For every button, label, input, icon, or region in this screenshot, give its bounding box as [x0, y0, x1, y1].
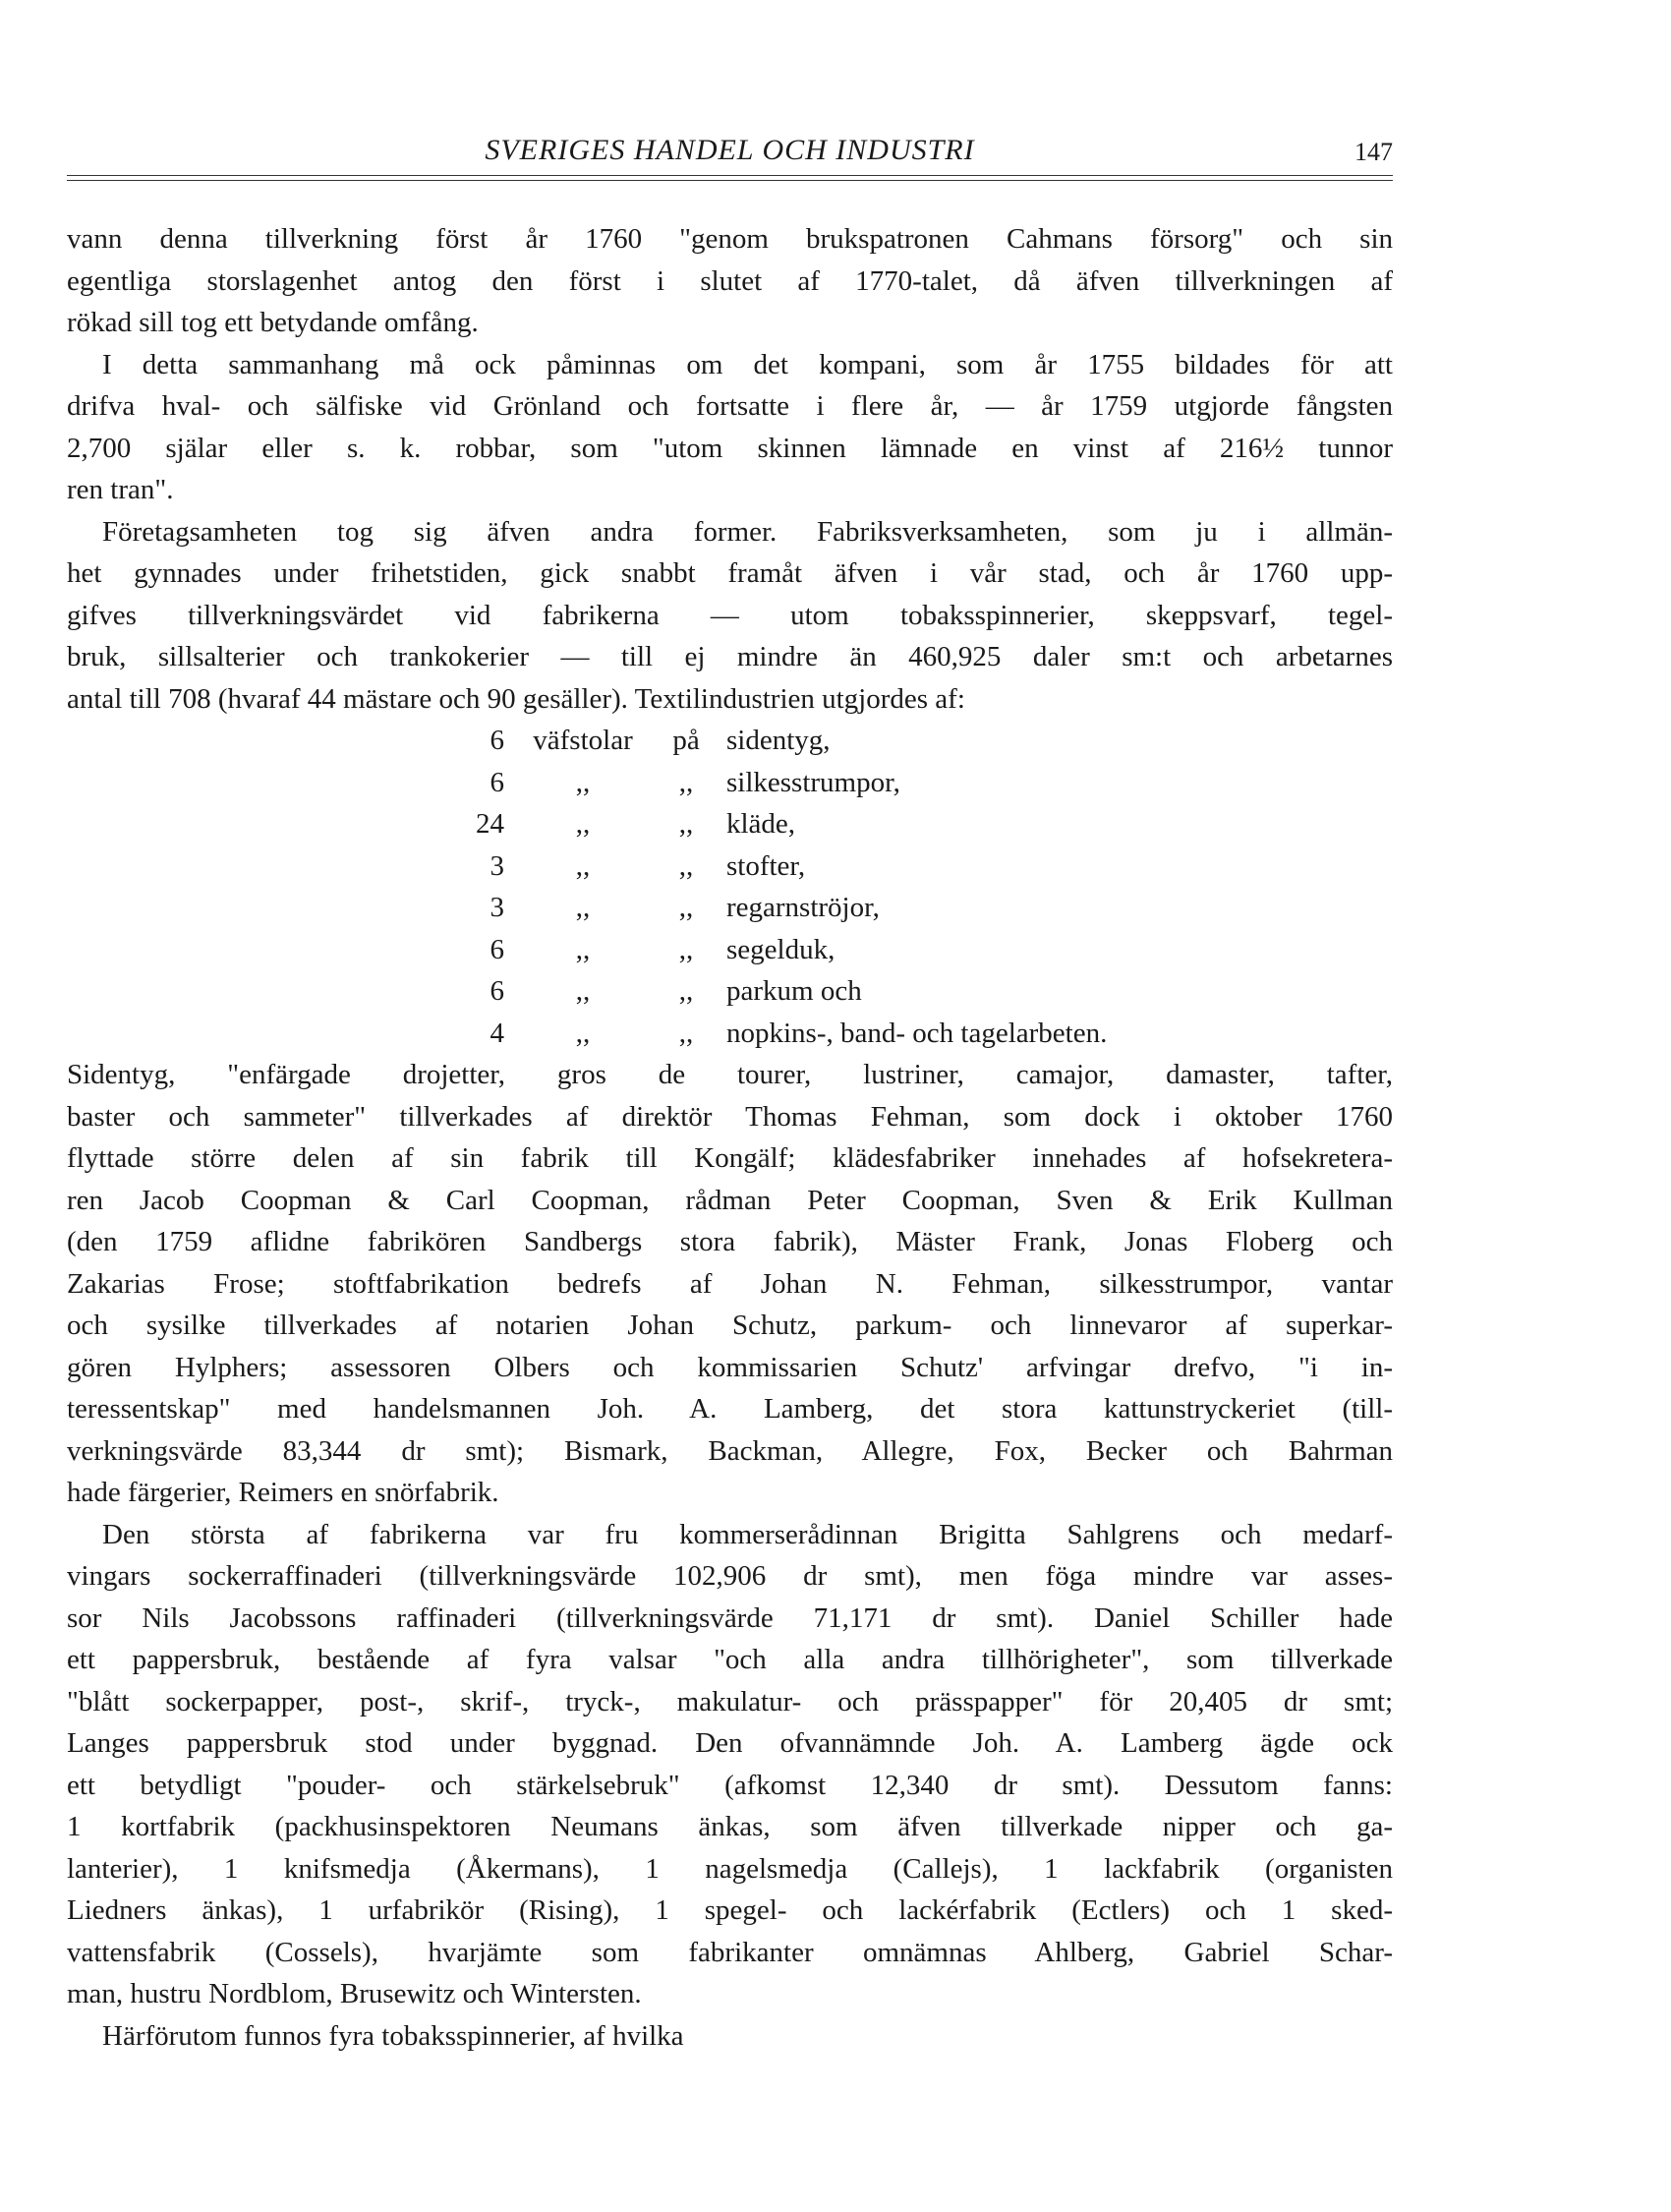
- text-line: bruk, sillsalterier och trankokerier — till ej mindre än 460,925 daler sm:t och arbetarnes: [67, 641, 1393, 672]
- text-line: "blått sockerpapper, post-, skrif-, tryck-, makulatur- och prässpapper" för 20,405 dr smt;: [67, 1685, 1393, 1717]
- loom-count: 6: [490, 766, 504, 798]
- loom-col2: ,,: [678, 766, 694, 798]
- text-line: verkningsvärde 83,344 dr smt); Bismark, Backman, Allegre, Fox, Becker och Bahrman: [67, 1434, 1393, 1467]
- loom-count: 3: [490, 849, 504, 882]
- loom-row: [67, 720, 1393, 762]
- text-line: hade färgerier, Reimers en snörfabrik.: [67, 1477, 499, 1508]
- loom-row: [67, 970, 1393, 1013]
- loom-col2: ,,: [678, 849, 694, 882]
- text-line: ett pappersbruk, bestående af fyra valsar "och alla andra tillhörigheter", som tillverkade: [67, 1644, 1393, 1675]
- text-line: (den 1759 aflidne fabrikören Sandbergs stora fabrik), Mäster Frank, Jonas Floberg och: [67, 1226, 1393, 1257]
- text-line: ren Jacob Coopman & Carl Coopman, rådman Peter Coopman, Sven & Erik Kullman: [67, 1184, 1393, 1216]
- text-line: het gynnades under frihetstiden, gick snabbt framåt äfven i vår stad, och år 1760 upp-: [67, 557, 1393, 589]
- loom-item: nopkins-, band- och tagelarbeten.: [726, 1017, 1108, 1049]
- loom-item: silkesstrumpor,: [726, 766, 900, 798]
- loom-col1: ,,: [575, 892, 591, 923]
- loom-col2: ,,: [678, 892, 694, 923]
- header-rule: [67, 180, 1393, 181]
- loom-col1: väfstolar: [533, 725, 633, 756]
- loom-row: [67, 887, 1393, 929]
- text-line: Företagsamheten tog sig äfven andra former. Fabriksverksamheten, som ju i allmän-: [102, 515, 1393, 548]
- loom-row: [67, 845, 1393, 888]
- loom-col2: ,,: [678, 808, 694, 840]
- text-line: Zakarias Frose; stoftfabrikation bedrefs af Johan N. Fehman, silkesstrumpor, vantar: [67, 1267, 1393, 1300]
- loom-col2: ,,: [678, 975, 694, 1007]
- text-line: baster och sammeter" tillverkades af direktör Thomas Fehman, som dock i oktober 1760: [67, 1100, 1393, 1133]
- text-line: Den största af fabrikerna var fru kommerserådinnan Brigitta Sahlgrens och medarf-: [102, 1518, 1393, 1550]
- loom-col2: på: [672, 725, 700, 756]
- text-line: I detta sammanhang må ock påminnas om det kompani, som år 1755 bildades för att: [102, 348, 1393, 380]
- loom-col1: ,,: [575, 766, 591, 798]
- loom-item: parkum och: [726, 975, 862, 1007]
- loom-count: 6: [490, 725, 504, 756]
- page-number: 147: [1354, 138, 1393, 166]
- loom-item: sidentyg,: [726, 725, 831, 756]
- text-line: Sidentyg, "enfärgade drojetter, gros de tourer, lustriner, camajor, damaster, tafter,: [67, 1059, 1393, 1090]
- text-line: gören Hylphers; assessoren Olbers och kommissarien Schutz' arfvingar drefvo, "i in-: [67, 1351, 1393, 1383]
- loom-count: 24: [476, 808, 504, 840]
- loom-item: regarnströjor,: [726, 892, 880, 923]
- text-line: vattensfabrik (Cossels), hvarjämte som fabrikanter omnämnas Ahlberg, Gabriel Schar-: [67, 1936, 1393, 1968]
- loom-col1: ,,: [575, 1017, 591, 1049]
- text-line: man, hustru Nordblom, Brusewitz och Wintersten.: [67, 1978, 642, 2009]
- text-line: och sysilke tillverkades af notarien Johan Schutz, parkum- och linnevaror af superkar-: [67, 1310, 1393, 1341]
- running-title: SVERIGES HANDEL OCH INDUSTRI: [485, 134, 975, 166]
- text-line: flyttade större delen af sin fabrik till Kongälf; klädesfabriker innehades af hofsekretera-: [67, 1142, 1393, 1174]
- running-header: [67, 134, 1393, 173]
- loom-row: [67, 803, 1393, 845]
- text-line: Langes pappersbruk stod under byggnad. Den ofvannämnde Joh. A. Lamberg ägde ock: [67, 1727, 1393, 1759]
- text-line: vingars sockerraffinaderi (tillverkningsvärde 102,906 dr smt), men föga mindre var asses-: [67, 1560, 1393, 1592]
- loom-count: 3: [490, 892, 504, 923]
- text-line: sor Nils Jacobssons raffinaderi (tillverkningsvärde 71,171 dr smt). Daniel Schiller hade: [67, 1601, 1393, 1634]
- text-line: 1 kortfabrik (packhusinspektoren Neumans änkas, som äfven tillverkade nipper och ga-: [67, 1811, 1393, 1842]
- loom-row: [67, 1013, 1393, 1055]
- text-line: ren tran".: [67, 474, 174, 505]
- loom-count: 6: [490, 933, 504, 965]
- loom-row: [67, 762, 1393, 804]
- loom-item: kläde,: [726, 808, 796, 840]
- loom-item: segelduk,: [726, 933, 836, 965]
- page-body: [67, 218, 1393, 2057]
- loom-col1: ,,: [575, 808, 591, 840]
- text-line: lanterier), 1 knifsmedja (Åkermans), 1 nagelsmedja (Callejs), 1 lackfabrik (organisten: [67, 1852, 1393, 1885]
- text-line: gifves tillverkningsvärdet vid fabrikerna — utom tobaksspinnerier, skeppsvarf, tegel-: [67, 599, 1393, 631]
- loom-col1: ,,: [575, 975, 591, 1007]
- header-rule: [67, 175, 1393, 176]
- text-line: ett betydligt "pouder- och stärkelsebruk" (afkomst 12,340 dr smt). Dessutom fanns:: [67, 1769, 1393, 1801]
- text-line: rökad sill tog ett betydande omfång.: [67, 307, 479, 338]
- loom-col2: ,,: [678, 1017, 694, 1049]
- loom-count: 6: [490, 975, 504, 1007]
- text-line: antal till 708 (hvaraf 44 mästare och 90 gesäller). Textilindustrien utgjordes af:: [67, 682, 965, 715]
- loom-col2: ,,: [678, 933, 694, 965]
- text-line: egentliga storslagenhet antog den först i slutet af 1770-talet, då äfven tillverkningen af: [67, 264, 1393, 297]
- text-line: vann denna tillverkning först år 1760 "genom brukspatronen Cahmans försorg" och sin: [67, 223, 1393, 255]
- text-line: teressentskap" med handelsmannen Joh. A. Lamberg, det stora kattunstryckeriet (till-: [67, 1393, 1393, 1425]
- loom-item: stofter,: [726, 849, 806, 882]
- loom-row: [67, 929, 1393, 971]
- loom-count: 4: [490, 1017, 504, 1049]
- loom-col1: ,,: [575, 849, 591, 882]
- text-line: Härförutom funnos fyra tobaksspinnerier, af hvilka: [102, 2019, 684, 2052]
- loom-col1: ,,: [575, 933, 591, 965]
- text-line: Liedners änkas), 1 urfabrikör (Rising), 1 spegel- och lackérfabrik (Ectlers) och 1 sked-: [67, 1894, 1393, 1926]
- text-line: 2,700 själar eller s. k. robbar, som "utom skinnen lämnade en vinst af 216½ tunnor: [67, 432, 1393, 464]
- text-line: drifva hval- och sälfiske vid Grönland och fortsatte i flere år, — år 1759 utgjorde fångsten: [67, 390, 1393, 422]
